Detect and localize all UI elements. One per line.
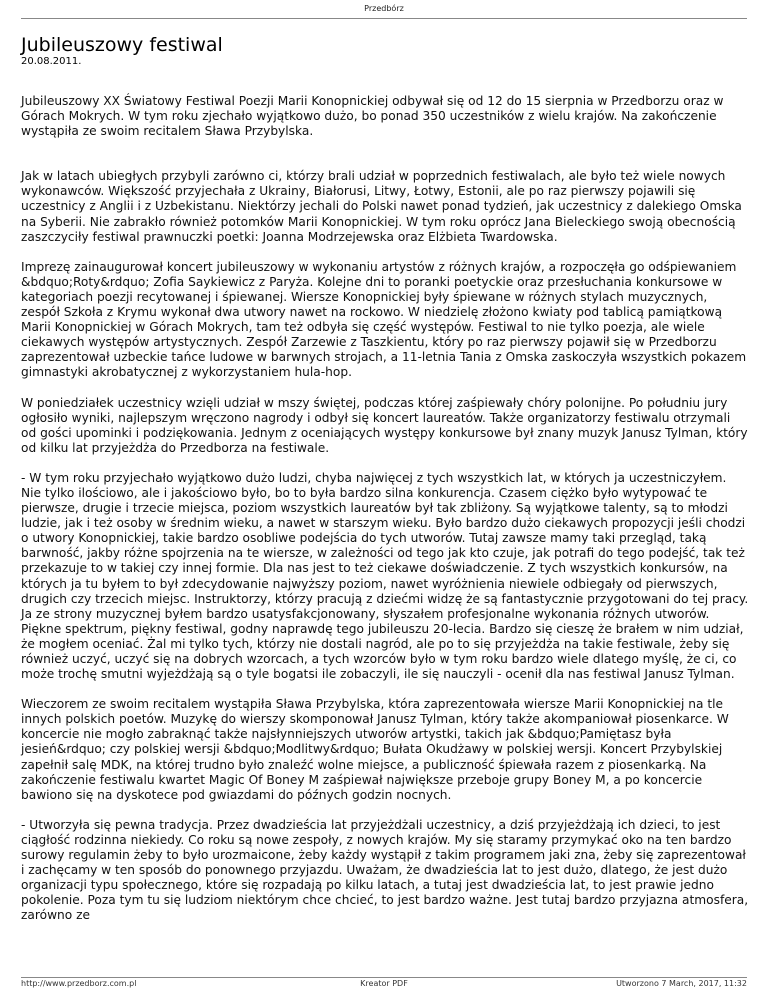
site-header-label: Przedbórz: [364, 4, 404, 13]
article-paragraph: Wieczorem ze swoim recitalem wystąpiła Sława Przybylska, która zaprezentowała wiersze Marii Konopnickiej na tle innych polskich poetów. Muzykę do wierszy skomponował Janusz Tylman, który także akompaniował piosenkarce. W koncercie nie mogło zabraknąć także najsłynniejszych utworów artystki, takich jak &bdquo;Pamiętasz była jesień&rdquo; czy polskiej wersji &bdquo;Modlitwy&rdquo; Bułata Okudżawy w polskiej wersji. Koncert Przybylskiej zapełnił salę MDK, na której trudno było znaleźć wolne miejsce, a publiczność śpiewała razem z piosenkarką. Na zakończenie festiwalu kwartet Magic Of Boney M zaśpiewał największe przeboje grupy Boney M, a po koncercie bawiono się na dyskotece pod gwiazdami do późnych godzin nocnych.: [21, 697, 729, 802]
article-paragraph: - Utworzyła się pewna tradycja. Przez dwadzieścia lat przyjeżdżali uczestnicy, a dziś przyjeżdżają ich dzieci, to jest ciągłość rodzinna niekiedy. Co roku są nowe zespoły, z nowych krajów. My się staramy przymykać oko na ten bardzo surowy regulamin żeby to było urozmaicone, żeby każdy wystąpił z takim programem jaki zna, żeby się zaprezentował i zachęcamy w ten sposób do ponownego przyjazdu. Uważam, że dwadzieścia lat to jest dużo, dlatego, że jest dużo organizacji typu społecznego, które się rozpadają po kilku latach, a tutaj jest dwadzieścia lat, to jest prawie jedno pokolenie. Poza tym tu się ludziom niektórym chce chcieć, to jest bardzo ważne. Jest tutaj bardzo przyjazna atmosfera, zarówno ze: [21, 817, 749, 923]
article-title: Jubileuszowy festiwal: [21, 34, 223, 56]
article-paragraph: Jubileuszowy XX Światowy Festiwal Poezji Marii Konopnickiej odbywał się od 12 do 15 sierpnia w Przedborzu oraz w Górach Mokrych. W tym roku zjechało wyjątkowo dużo, bo ponad 350 uczestników z wielu krajów. Na zakończenie wystąpiła ze swoim recitalem Sława Przybylska.: [21, 94, 724, 139]
article-paragraph: Jak w latach ubiegłych przybyli zarówno ci, którzy brali udział w poprzednich festiwalach, ale było też wiele nowych wykonawców. Większość przyjechała z Ukrainy, Białorusi, Litwy, Łotwy, Estonii, ale po raz pierwszy pojawili się uczestnicy z Anglii i z Uzbekistanu. Niektórzy jechali do Polski nawet ponad tydzień, jak uczestnicy z dalekiego Omska na Syberii. Nie zabrakło również potomków Marii Konopnickiej. W tym roku oprócz Jana Bieleckiego swoją obecnością zaszczyciły festiwal prawnuczki poetki: Joanna Modrzejewska oraz Elżbieta Twardowska.: [21, 169, 742, 244]
article-body: [21, 94, 749, 939]
page-footer: [21, 977, 747, 991]
header-divider: [21, 18, 747, 19]
footer-created-date: Utworzono 7 March, 2017, 11:32: [616, 979, 747, 988]
article-paragraph: Imprezę zainaugurował koncert jubileuszowy w wykonaniu artystów z różnych krajów, a rozpoczęła go odśpiewaniem &bdquo;Roty&rdquo; Zofia Saykiewicz z Paryża. Kolejne dni to poranki poetyckie oraz przesłuchania konkursowe w kategoriach poezji recytowanej i śpiewanej. Wiersze Konopnickiej były śpiewane w różnych stylach muzycznych, zespół Szkoła z Krymu wykonał dwa utwory nawet na rockowo. W niedzielę złożono kwiaty pod tablicą pamiątkową Marii Konopnickiej w Górach Mokrych, tam też odbyła się część występów. Festiwal to nie tylko poezja, ale wiele ciekawych występów artystycznych. Zespół Zarzewie z Taszkientu, który po raz pierwszy pojawił się w Przedborzu zaprezentował uzbeckie tańce ludowe w barwnych strojach, a 11-letnia Tania z Omska zaskoczyła wszystkich pokazem gimnastyki akrobatycznej z wykorzystaniem hula-hop.: [21, 259, 747, 380]
article-paragraph: - W tym roku przyjechało wyjątkowo dużo ludzi, chyba najwięcej z tych wszystkich lat, w których ja uczestniczyłem. Nie tylko ilościowo, ale i jakościowo było, bo to była bardzo silna konkurencja. Czasem ciężko było wytypować te pierwsze, drugie i trzecie miejsca, poziom wszystkich laureatów był tak zbliżony. Są wyjątkowe talenty, są to młodzi ludzie, jak i też osoby w średnim wieku, a nawet w starszym wieku. Było bardzo dużo ciekawych propozycji jeśli chodzi o utwory Konopnickiej, takie bardzo osobliwe podejścia do tych utworów. Tutaj zawsze mamy taki przegląd, taką barwność, jakby różne spojrzenia na te wiersze, w zależności od tego jak kto czuje, jak potrafi do tego podejść, tak też przekazuje to w takiej czy innej formie. Dla nas jest to też ciekawe doświadczenie. Z tych wszystkich konkursów, na których ja tu byłem to był zdecydowanie najwyższy poziom, nawet wyróżnienia niewiele odbiegały od pierwszych, drugich czy trzecich miejsc. Instruktorzy, którzy pracują z dziećmi widzę że są fantastycznie przygotowani do tej pracy. Ja ze strony muzycznej byłem bardzo usatysfakcjonowany, słyszałem profesjonalne wykonania różnych utworów. Piękne spektrum, piękny festiwal, godny naprawdę tego jubileuszu 20-lecia. Bardzo się cieszę że brałem w nim udział, że mogłem oceniać. Żal mi tylko tych, którzy nie dostali nagród, ale po to się przyjeżdża na takie festiwale, żeby się również uczyć, uczyć się na dobrych wzorcach, a tych wzorców było w tym roku bardzo wiele dlatego myślę, że ci, co może trochę smutni wyjeżdżają są o tyle bogatsi ile zobaczyli, ile się nauczyli - ocenił dla nas festiwal Janusz Tylman.: [21, 470, 749, 682]
article-paragraph: W poniedziałek uczestnicy wzięli udział w mszy świętej, podczas której zaśpiewały chóry polonijne. Po południu jury ogłosiło wyniki, najlepszym wręczono nagrody i odbył się koncert laureatów. Także organizatorzy festiwalu otrzymali od gości upominki i podziękowania. Jednym z oceniających występy konkursowe był znany muzyk Janusz Tylman, który od kilku lat przyjeżdża do Przedborza na festiwale.: [21, 395, 748, 455]
article-date: 20.08.2011.: [21, 56, 82, 67]
footer-url-link[interactable]: http://www.przedborz.com.pl: [21, 979, 137, 988]
footer-divider: [21, 977, 747, 978]
footer-creator-label: Kreator PDF: [360, 979, 408, 988]
